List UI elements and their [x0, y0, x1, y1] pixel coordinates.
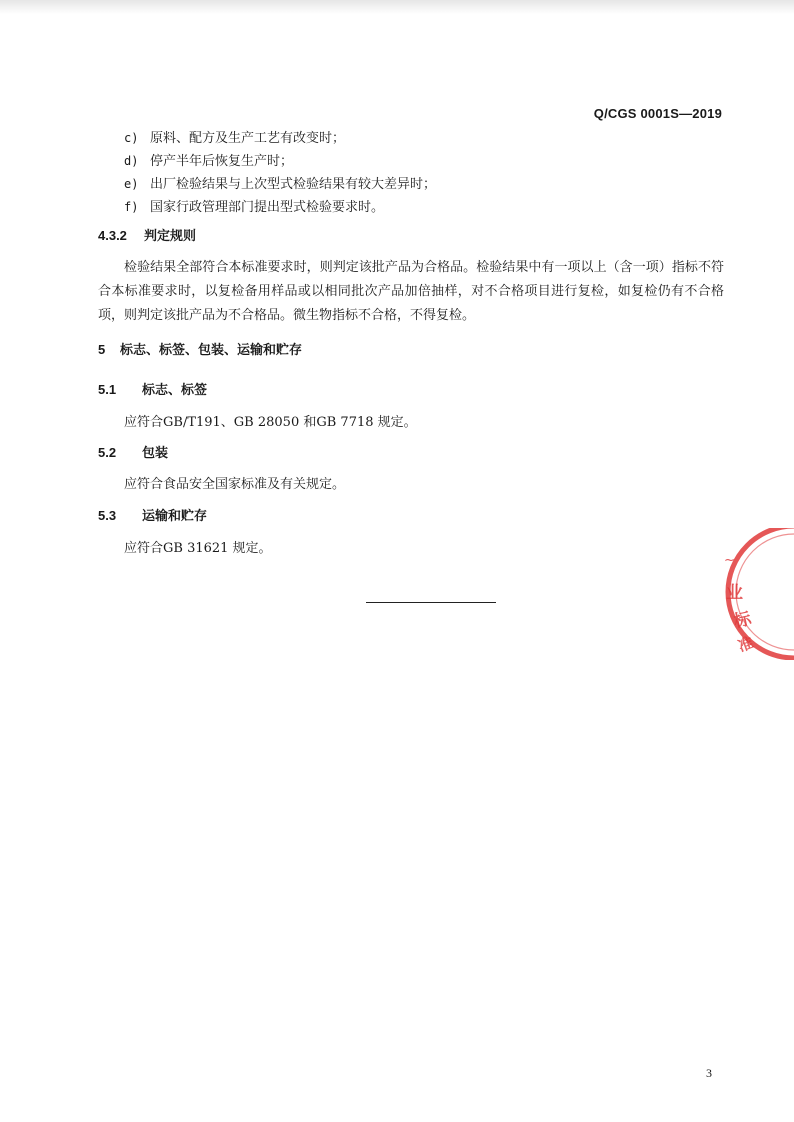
section-title: 包装	[142, 446, 169, 461]
section-number: 5.2	[98, 445, 117, 460]
section-title: 运输和贮存	[142, 509, 208, 524]
section-number: 5.1	[98, 382, 117, 397]
list-item	[124, 199, 384, 216]
section-5-1-text: 应符合GB/T191、GB 28050 和GB 7718 规定。	[124, 415, 417, 430]
section-heading-5-2	[98, 445, 168, 462]
list-marker: e)	[124, 177, 139, 191]
seal-graphic	[710, 528, 794, 660]
section-4-3-2-paragraph	[98, 256, 724, 328]
section-heading-5-3	[98, 508, 207, 525]
scan-edge	[0, 0, 794, 14]
section-number: 5.3	[98, 508, 117, 523]
section-number: 4.3.2	[98, 228, 127, 243]
svg-text:业: 业	[726, 583, 743, 603]
list-item	[124, 176, 436, 193]
list-marker: d)	[124, 154, 139, 168]
section-title: 标志、标签	[142, 383, 208, 398]
section-heading-4-3-2	[98, 228, 196, 245]
section-title: 标志、标签、包装、运输和贮存	[120, 343, 303, 358]
section-heading-5	[98, 342, 302, 359]
section-5-3-text: 应符合GB 31621 规定。	[124, 541, 272, 556]
section-title: 判定规则	[144, 229, 197, 244]
end-rule	[366, 602, 496, 603]
list-item	[124, 130, 345, 147]
section-number: 5	[98, 342, 106, 357]
list-text: 出厂检验结果与上次型式检验结果有较大差异时；	[150, 177, 437, 192]
list-item	[124, 153, 293, 170]
list-marker: f)	[124, 200, 139, 214]
section-5-2-text: 应符合食品安全国家标准及有关规定。	[124, 477, 346, 492]
list-text: 原料、配方及生产工艺有改变时；	[150, 131, 346, 146]
list-marker: c)	[124, 131, 139, 145]
svg-text:准: 准	[735, 633, 756, 656]
svg-text:标: 标	[732, 608, 754, 633]
paragraph-text: 检验结果全部符合本标准要求时，则判定该批产品为合格品。检验结果中有一项以上（含一项）指标不符合本标准要求时，以复检备用样品或以相同批次产品加倍抽样，对不合格项目进行复检，如复检仍有不合格项，则判定该批产品为不合格品。微生物指标不合格，不得复检。	[98, 260, 724, 323]
section-heading-5-1	[98, 382, 207, 399]
document-code: Q/CGS 0001S—2019	[593, 106, 722, 121]
list-text: 停产半年后恢复生产时；	[150, 154, 294, 169]
red-seal-stamp	[710, 528, 794, 660]
list-text: 国家行政管理部门提出型式检验要求时。	[150, 200, 385, 215]
svg-text:~: ~	[724, 553, 735, 568]
page-number: 3	[706, 1066, 712, 1080]
